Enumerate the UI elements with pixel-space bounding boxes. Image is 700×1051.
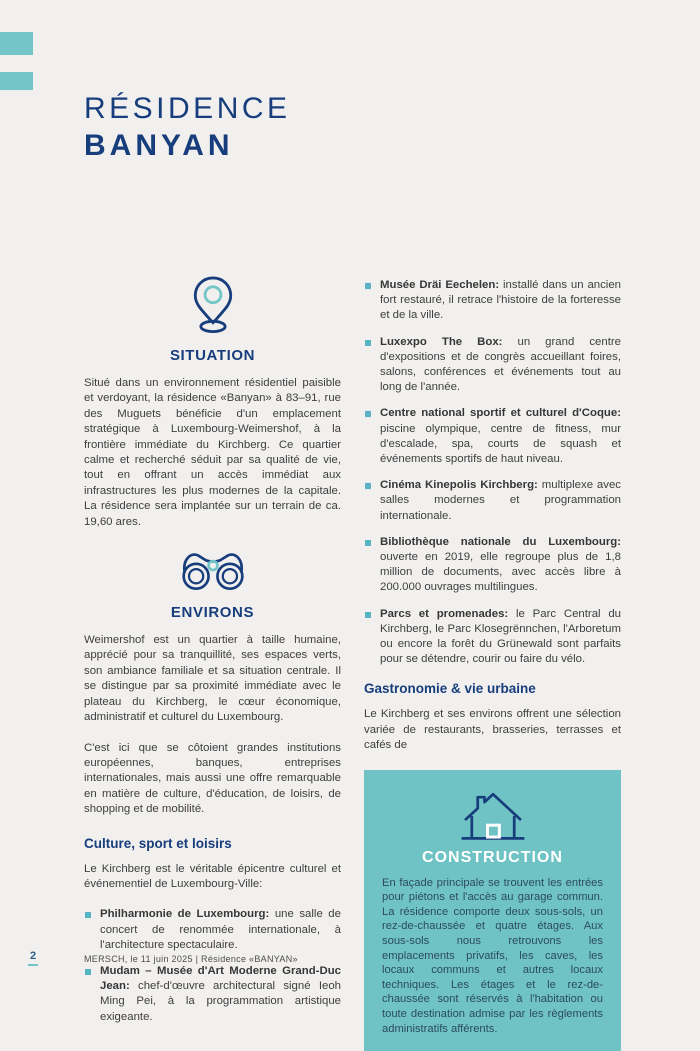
culture-heading: Culture, sport et loisirs: [84, 835, 232, 851]
accent-bar-bottom: [0, 72, 33, 90]
footer-text: MERSCH, le 11 juin 2025 | Résidence «BANYAN»: [84, 954, 298, 964]
bullet-text: ouverte en 2019, elle regroupe plus de 1,8 million de documents, avec accès libre à 200.000 ouvrages multilingues.: [380, 551, 621, 594]
construction-heading: CONSTRUCTION: [422, 848, 563, 866]
bullet-square-icon: [365, 612, 371, 618]
bullet-square-icon: [85, 912, 91, 918]
situation-heading: SITUATION: [169, 347, 256, 364]
construction-paragraph: En façade principale se trouvent les entrées pour piétons et l'accès au garage commun. La résidence comporte deux sous-sols, un rez-de-chaussée et quatre étages. Aux sous-sols nous retrouvons les emplacements privatifs, les caves, les locaux communs et autres locaux techniques. Les étages et le rez-de-chaussée sont réservés à l'habitation ou toute destination admise par les règlements administratifs afférents.: [382, 876, 603, 1035]
bullet-text: une salle de concert de renommée internationale, à l'architecture spectaculaire.: [100, 908, 341, 951]
left-column: [84, 270, 341, 1051]
title-line-1: RÉSIDENCE: [84, 92, 291, 125]
culture-intro: Le Kirchberg est le véritable épicentre culturel et événementiel de Luxembourg-Ville:: [84, 862, 341, 890]
bullet-label: Musée Dräi Eechelen:: [380, 279, 500, 291]
list-item: [364, 406, 621, 467]
bullet-label: Parcs et promenades:: [380, 607, 509, 620]
list-item: [364, 607, 621, 668]
bullet-square-icon: [365, 340, 371, 346]
bullet-text: le Parc Central du Kirchberg, le Parc Klosegrënnchen, l'Arboretum ou encore la forêt du Grünewald sont parfaits pour se détendre, courir ou faire du vélo.: [380, 607, 621, 666]
gastronomie-paragraph: Le Kirchberg et ses environs offrent une sélection variée de restaurants, brasseries, terrasses et cafés de: [364, 708, 621, 752]
bullet-square-icon: [365, 283, 371, 289]
environs-paragraph-1: Weimershof est un quartier à taille humaine, apprécié pour sa tranquillité, ses espaces verts, son ambiance familiale et sa situation centrale. Il se distingue par sa proximité immédiate avec le plateau du Kirchberg, le cœur économique, administratif et culturel du Luxembourg.: [84, 634, 341, 724]
accent-bar-top: [0, 32, 33, 55]
bullet-square-icon: [365, 411, 371, 417]
bullet-text: un grand centre d'expositions et de congrès accueillant foires, salons, conférences et événements tout au long de l'année.: [380, 335, 621, 394]
binoculars-icon: [84, 548, 341, 592]
right-column: [364, 270, 621, 1051]
gastronomie-heading: Gastronomie & vie urbaine: [364, 681, 536, 697]
bullet-square-icon: [365, 540, 371, 546]
list-item: [364, 478, 621, 524]
bullet-label: Centre national sportif et culturel d'Coque:: [380, 407, 621, 420]
list-item: [84, 964, 341, 1025]
house-icon: [382, 787, 603, 843]
situation-paragraph: Situé dans un environnement résidentiel paisible et verdoyant, la résidence «Banyan» à 83–91, rue des Muguets bénéficie d'un emplacement stratégique à Luxembourg-Weimershof, à la frontière immédiate du Kirchberg. Ce quartier calme et recherché séduit par sa qualité de vie, tout en offrant un accès immédiat aux infrastructures les plus modernes de la capitale. La résidence sera implantée sur un terrain de ca. 19,60 ares.: [84, 377, 341, 528]
list-item: [84, 907, 341, 953]
bullet-label: Cinéma Kinepolis Kirchberg:: [380, 479, 538, 492]
bullet-text: chef-d'œuvre architectural signé Ieoh Ming Pei, à la programmation artistique exigeante.: [100, 980, 341, 1023]
bullet-label: Mudam – Musée d'Art Moderne Grand-Duc Jean:: [100, 964, 341, 993]
bullet-text: multiplexe avec salles modernes et programmation internationale.: [380, 479, 621, 522]
bullet-square-icon: [85, 969, 91, 975]
list-item: [364, 535, 621, 596]
page-number: 2: [28, 950, 38, 966]
page-title: [84, 94, 291, 161]
construction-callout: [364, 770, 621, 1051]
bullet-label: Philharmonie de Luxembourg:: [100, 908, 270, 921]
content-columns: [84, 270, 621, 1051]
title-line-2: BANYAN: [84, 129, 234, 162]
bullet-label: Luxexpo The Box:: [380, 335, 503, 348]
list-item: [364, 335, 621, 396]
bullet-square-icon: [365, 483, 371, 489]
list-item: [364, 278, 621, 324]
environs-heading: ENVIRONS: [170, 604, 255, 622]
bullet-text: installé dans un ancien fort restauré, il retrace l'histoire de la forteresse et de la ville.: [380, 279, 622, 322]
bullet-label: Bibliothèque nationale du Luxembourg:: [380, 535, 621, 548]
bullet-text: piscine olympique, centre de fitness, mur d'escalade, spa, courts de squash et événements sportifs de haut niveau.: [380, 422, 621, 466]
location-pin-icon: [84, 274, 341, 336]
environs-paragraph-2: C'est ici que se côtoient grandes institutions européennes, banques, entreprises internationales, mais aussi une offre remarquable en matière de culture, d'éducation, de loisirs, de shopping et de mobilité.: [84, 741, 341, 816]
